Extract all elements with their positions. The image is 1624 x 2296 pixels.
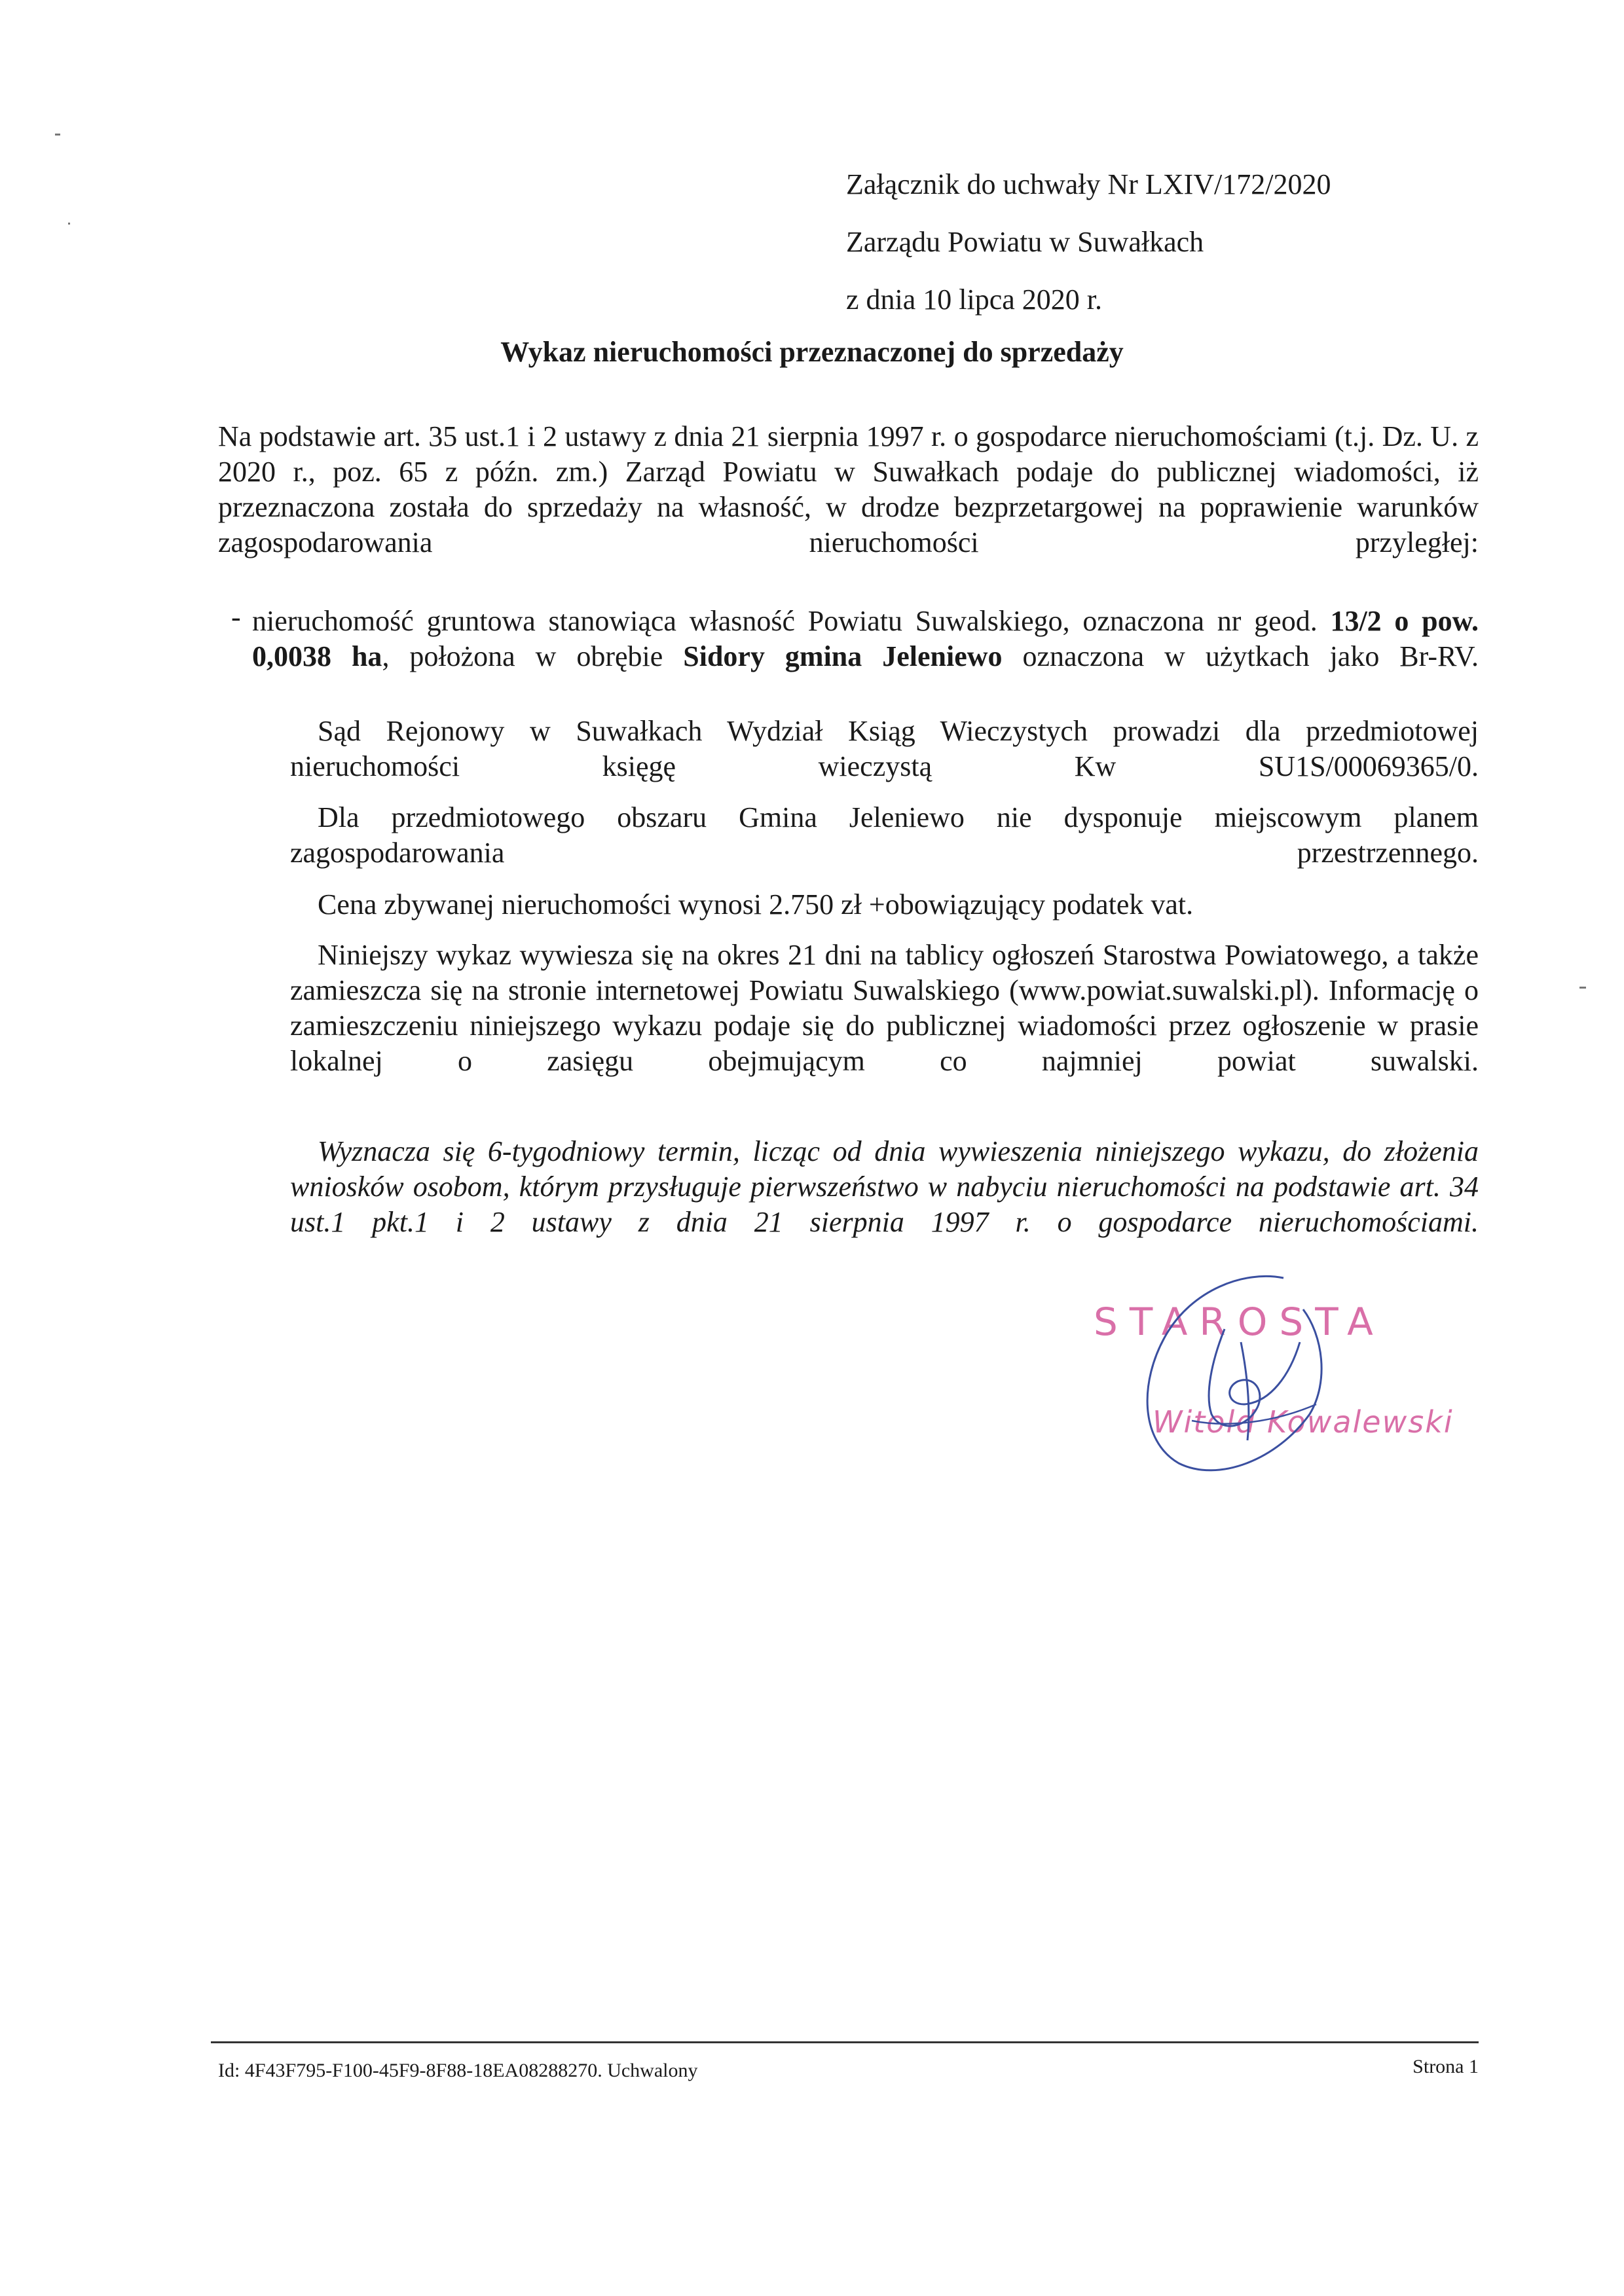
header-issuer: Zarządu Powiatu w Suwałkach	[846, 226, 1204, 258]
deadline-paragraph: Wyznacza się 6-tygodniowy termin, licząc od dnia wywieszenia niniejszego wykazu, do złożenia wniosków osobom, którym przysługuje pierwszeństwo w nabyciu nieruchomości na podstawie art. 34 ust.1 pkt.1 i 2 ustawy z dnia 21 sierpnia 1997 r. o gospodarce nieruchomościami.	[290, 1135, 1479, 1238]
property-parcel: 13/2 o pow. 0,0038 ha	[252, 605, 1479, 672]
footer-page-number: Strona 1	[1412, 2056, 1479, 2077]
header-resolution-number: Załącznik do uchwały Nr LXIV/172/2020	[846, 168, 1331, 200]
property-text-1: nieruchomość gruntowa stanowiąca własność Powiatu Suwalskiego, oznaczona nr geod.	[252, 605, 1331, 637]
footer-divider	[211, 2041, 1479, 2043]
land-register-paragraph: Sąd Rejonowy w Suwałkach Wydział Ksiąg Wieczystych prowadzi dla przedmiotowej nieruchomości księgę wieczystą Kw SU1S/00069365/0.	[290, 715, 1479, 782]
property-text-2: , położona w obrębie	[382, 640, 684, 672]
scan-speck	[1579, 987, 1586, 989]
scan-speck	[55, 134, 60, 136]
footer-document-id: Id: 4F43F795-F100-45F9-8F88-18EA08288270. Uchwalony	[218, 2060, 698, 2081]
scan-speck	[68, 223, 70, 225]
document-title: Wykaz nieruchomości przeznaczonej do sprzedaży	[500, 336, 1124, 368]
handwritten-signature	[1113, 1264, 1375, 1486]
stamp-name: Witold Kowalewski	[1153, 1404, 1454, 1440]
intro-paragraph: Na podstawie art. 35 ust.1 i 2 ustawy z dnia 21 sierpnia 1997 r. o gospodarce nieruchomościami (t.j. Dz. U. z 2020 r., poz. 65 z późn. zm.) Zarząd Powiatu w Suwałkach podaje do publicznej wiadomości, iż przeznaczona została do sprzedaży na własność, w drodze bezprzetargowej na poprawienie warunków zagospodarowania nieruchomości przyległej:	[218, 420, 1479, 558]
property-location: Sidory gmina Jeleniewo	[683, 640, 1003, 672]
property-text-3: oznaczona w użytkach jako Br-RV.	[1002, 640, 1479, 672]
header-date: z dnia 10 lipca 2020 r.	[846, 283, 1103, 316]
price-paragraph: Cena zbywanej nieruchomości wynosi 2.750 zł +obowiązujący podatek vat.	[318, 888, 1194, 920]
attachment-header	[846, 156, 1501, 329]
bullet-dash: -	[231, 601, 241, 633]
stamp-title: STAROSTA	[1094, 1300, 1385, 1344]
zoning-plan-paragraph: Dla przedmiotowego obszaru Gmina Jeleniewo nie dysponuje miejscowym planem zagospodarowania przestrzennego.	[290, 801, 1479, 869]
publication-paragraph: Niniejszy wykaz wywiesza się na okres 21 dni na tablicy ogłoszeń Starostwa Powiatowego, a także zamieszcza się na stronie internetowej Powiatu Suwalskiego (www.powiat.suwalski.pl). Informację o zamieszczeniu niniejszego wykazu podaje się do publicznej wiadomości przez ogłoszenie w prasie lokalnej o zasięgu obejmującym co najmniej powiat suwalski.	[290, 939, 1479, 1077]
property-description	[252, 604, 1479, 710]
